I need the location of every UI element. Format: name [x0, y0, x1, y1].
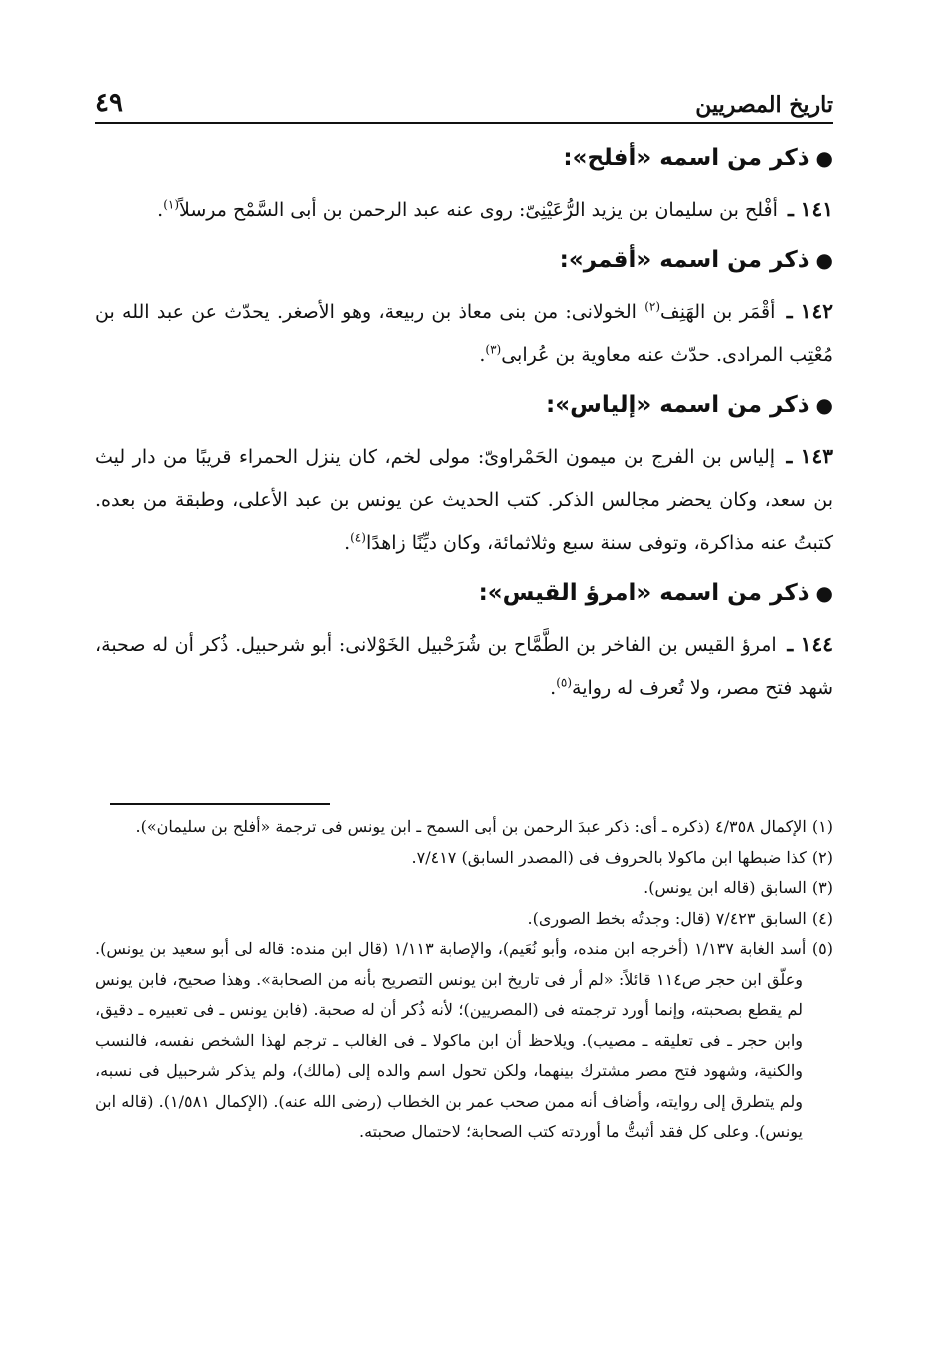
page-header	[95, 78, 833, 124]
footnote: (٥) أسد الغابة ١/١٣٧ (أخرجه ابن منده، وأبو نُعَيم)، والإصابة ١/١١٣ (قال ابن منده: قاله لى أبو سعيد بن يونس). وعلّق ابن حجر ص١١٤ قائلاً: «لم أر فى تاريخ ابن يونس التصريح بأنه من الصحابة». وهذا صحيح، فابن يونس لم يقطع بصحبته، وإنما أورد ترجمته فى (المصريين)؛ لأنه ذُكر أن له صحبة. (فابن يونس ـ فى تعبيره ـ دقيق، وابن حجر ـ فى تعليقه ـ مصيب). ويلاحظ أن ابن ماكولا ـ فى الغالب ـ ترجم لهذا الشخص نفسه، فالنسب والكنية، وشهود فتح مصر مشترك بينهما، ولكن تحول اسم والده إلى (مالك)، ولم يذكر شرحبيل فى نسبه، ولم يتطرق إلى روايته، وأضاف أنه ممن صحب عمر بن الخطاب (رضى الله عنه). (الإكمال ١/٥٨١). (قاله ابن يونس). وعلى كل فقد أثبتُّ ما أوردته كتب الصحابة؛ لاحتمال صحبته.	[95, 939, 833, 1141]
section-heading: ●ذكر من اسمه «إلياس»:	[546, 392, 833, 418]
page-number: ٤٩	[95, 88, 123, 118]
main-content	[95, 130, 833, 718]
entry-text: امرؤ القيس بن الفاخر بن الطَّمَّاح بن شُرَحْبيل الخَوْلانى: أبو شرحبيل. ذُكر أن له صحبة، شهد فتح مصر، ولا تُعرف له رواية	[95, 634, 833, 699]
footnotes	[95, 812, 833, 1148]
footnote-divider	[110, 803, 330, 805]
entry-text: إلياس بن الفرج بن ميمون الحَمْراوىّ: مولى لخم، كان ينزل الحمراء قريبًا من دار ليث بن سعد، وكان يحضر مجالس الذكر. كتب الحديث عن يونس بن عبد الأعلى، وطبقة من بعده. كتبتُ عنه مذاكرة، وتوفى سنة سبع وثلاثمائة، وكان ديِّنًا زاهدًا	[95, 446, 833, 554]
section-heading: ●ذكر من اسمه «أفلح»:	[563, 145, 833, 171]
footnote: (١) الإكمال ٤/٣٥٨ (ذكره ـ أى: ذكر عبدَ الرحمن بن أبى السمح ـ ابن يونس فى ترجمة «أفلح بن سليمان»).	[135, 817, 833, 836]
footnote-ref: (١)	[163, 197, 180, 212]
section-heading: ●ذكر من اسمه «امرؤ القيس»:	[478, 580, 833, 606]
entry-text: أقْمَر بن الهَنِف	[660, 301, 776, 323]
bullet-icon: ●	[815, 146, 833, 170]
footnote-ref: (٤)	[350, 530, 366, 545]
footnote-ref: (٣)	[485, 342, 502, 357]
footnote-ref: (٥)	[556, 675, 573, 690]
entry-142: ١٤٢ ـ أقْمَر بن الهَنِف$^{(٢)}$ الخولانى: من بنى معاذ بن ربيعة، وهو الأصغر. يحدّث عن عبد الله بن مُعْتِب المرادى. حدّث عنه معاوية بن عُرابى$^{(٣)}$.	[95, 299, 834, 366]
bullet-icon: ●	[815, 393, 833, 417]
entry-number: ١٤٤ ـ	[787, 632, 833, 656]
bullet-icon: ●	[815, 248, 833, 272]
entry-143: ١٤٣ ـ إلياس بن الفرج بن ميمون الحَمْراوىّ: مولى لخم، كان ينزل الحمراء قريبًا من دار ليث بن سعد، وكان يحضر مجالس الذكر. كتب الحديث عن يونس بن عبد الأعلى، وطبقة من بعده. كتبتُ عنه مذاكرة، وتوفى سنة سبع وثلاثمائة، وكان ديِّنًا زاهدًا$^{(٤)}$.	[95, 444, 833, 554]
entry-number: ١٤١ ـ	[787, 197, 833, 221]
entry-text: الخولانى: من بنى معاذ بن ربيعة، وهو الأصغر. يحدّث عن عبد الله بن مُعْتِب المرادى. حدّث عنه معاوية بن عُرابى	[95, 301, 833, 366]
entry-number: ١٤٣ ـ	[786, 444, 833, 468]
entry-141: ١٤١ ـ أفْلح بن سليمان بن يزيد الرُّعَيْنِىّ: روى عنه عبد الرحمن بن أبى السَّمْح مرسلاً$^{(١)}$.	[157, 197, 833, 221]
footnote: (٢) كذا ضبطها ابن ماكولا بالحروف فى (المصدر السابق) ٧/٤١٧.	[411, 847, 833, 867]
entry-text: أفْلح بن سليمان بن يزيد الرُّعَيْنِىّ: روى عنه عبد الرحمن بن أبى السَّمْح مرسلاً	[179, 199, 778, 221]
section-heading: ●ذكر من اسمه «أقمر»:	[559, 247, 833, 273]
running-title: تاريخ المصريين	[695, 92, 833, 118]
entry-144: ١٤٤ ـ امرؤ القيس بن الفاخر بن الطَّمَّاح بن شُرَحْبيل الخَوْلانى: أبو شرحبيل. ذُكر أن له صحبة، شهد فتح مصر، ولا تُعرف له رواية$^{(٥)}$.	[95, 632, 833, 699]
footnote: (٤) السابق ٧/٤٢٣ (قال: وجدتُه بخط الصورى).	[527, 908, 833, 928]
bullet-icon: ●	[815, 581, 833, 605]
footnote-ref: (٢)	[644, 299, 661, 314]
footnote: (٣) السابق (قاله ابن يونس).	[643, 878, 833, 897]
entry-number: ١٤٢ ـ	[786, 299, 834, 323]
